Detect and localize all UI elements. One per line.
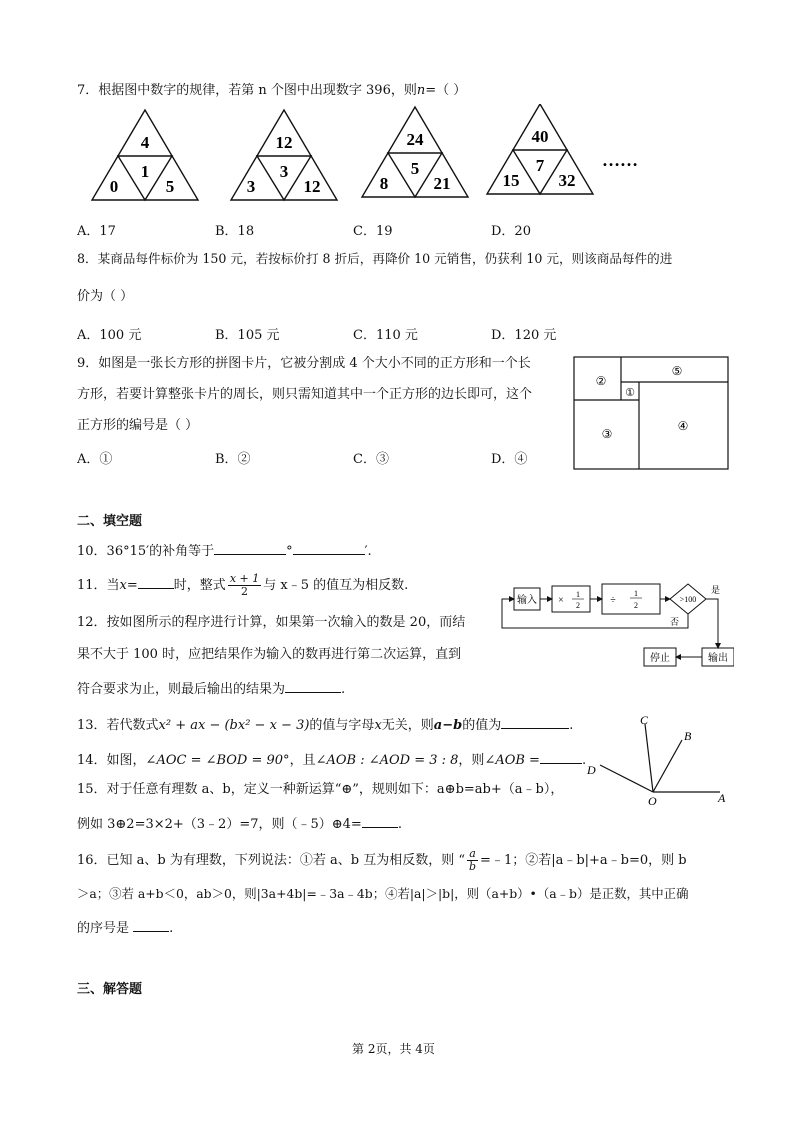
- flow-multiply-den: 2: [576, 601, 580, 610]
- q13-mid2: 无关，则: [381, 718, 434, 733]
- q10-pre: 10．36°15′的补角等于: [77, 544, 215, 559]
- q14-mid: ，且: [289, 753, 316, 768]
- q14-expr3: ∠AOB =: [484, 753, 540, 768]
- section-2-heading: 二、填空题: [77, 514, 143, 529]
- flow-divide-den: 2: [634, 601, 638, 610]
- triangle-2-left: 3: [246, 177, 256, 196]
- q9-line1: 9．如图是一张长方形的拼图卡片，它被分割成 4 个大小不同的正方形和一个长: [77, 356, 531, 371]
- q14-label-o: O: [648, 794, 657, 808]
- q9-line2: 方形，若要计算整张卡片的周长，则只需知道其中一个正方形的边长即可，这个: [77, 387, 533, 402]
- q7-option-a: A．17: [77, 224, 116, 239]
- q14: [77, 749, 586, 770]
- triangle-3-right: 21: [433, 174, 451, 193]
- flow-output-box: 输出: [708, 653, 728, 664]
- flow-multiply-sign: ×: [558, 595, 564, 606]
- triangle-1-left: 0: [109, 177, 119, 196]
- q14-expr1: ∠AOC = ∠BOD = 90°: [145, 753, 290, 768]
- flow-multiply-num: 1: [576, 590, 580, 599]
- q15-line1: 15．对于任意有理数 a、b，定义一种新运算“⊕”，规则如下：a⊕b=ab+（a﹣b），: [77, 782, 564, 797]
- q13-x: x: [374, 718, 382, 733]
- q13-blank[interactable]: [501, 714, 569, 729]
- triangle-1-right: 5: [165, 177, 175, 196]
- q12-line3-end: .: [341, 682, 346, 697]
- flow-stop-box: 停止: [650, 653, 670, 664]
- q12-line3-text: 符合要求为止，则最后输出的结果为: [77, 682, 286, 697]
- q16-line1-b: =﹣1；②若|a﹣b|+a﹣b=0，则 b: [480, 853, 687, 868]
- triangle-4-right: 32: [558, 171, 576, 190]
- q14-label-c: C: [640, 713, 649, 727]
- q9-option-c: C．③: [353, 452, 389, 467]
- q14-label-b: B: [684, 729, 692, 743]
- q11-post: 与 x﹣5 的值互为相反数.: [263, 578, 409, 593]
- q16-line3-text: 的序号是: [77, 921, 130, 936]
- q13-post: 的值为: [462, 718, 502, 733]
- page-footer: 第 2页，共 4页: [352, 1042, 435, 1056]
- q8-line1: 8．某商品每件标价为 150 元，若按标价打 8 折后，再降价 10 元销售，仍获利 10 元，则该商品每件的进: [77, 251, 673, 266]
- q16-line1-a: 16．已知 a、b 为有理数，下列说法：①若 a、b 互为相反数，则 “: [77, 853, 465, 868]
- q14-angle-figure: [580, 710, 730, 810]
- q14-end: .: [581, 753, 587, 768]
- q11-blank[interactable]: [138, 574, 174, 589]
- flow-yes-label: 是: [711, 585, 721, 595]
- q10-blank-1[interactable]: [214, 540, 286, 555]
- q13-mid: 的值与字母: [309, 718, 375, 733]
- triangle-3-mid: 5: [410, 159, 420, 178]
- q10-post: ′.: [364, 544, 372, 559]
- q10-blank-2[interactable]: [293, 540, 365, 555]
- triangle-4-mid: 7: [535, 156, 545, 175]
- section-3-heading: 三、解答题: [77, 982, 143, 997]
- q14-blank[interactable]: [540, 749, 582, 764]
- q9-option-d: D．④: [491, 452, 528, 467]
- triangle-3: [362, 107, 468, 197]
- flow-divide-num: 1: [634, 589, 638, 598]
- q7-option-c: C．19: [353, 224, 393, 239]
- q14-pre: 14．如图，: [77, 753, 146, 768]
- q9-label-1: ①: [625, 387, 635, 399]
- q7-ellipsis: ……: [602, 150, 638, 170]
- triangle-4-left: 15: [502, 171, 520, 190]
- q7-tail: =（ ）: [425, 83, 467, 98]
- q13-a-minus-b: a−b: [433, 718, 463, 733]
- q14-expr2: ∠AOB : ∠AOD = 3 : 8: [315, 753, 459, 768]
- q11-frac-num: x + 1: [229, 572, 260, 585]
- triangle-2-top: 12: [275, 133, 293, 152]
- triangle-3-left: 8: [379, 174, 389, 193]
- q7-var: n: [416, 83, 426, 98]
- q16-frac-den: b: [469, 860, 477, 873]
- flow-divide-sign: ÷: [610, 595, 616, 606]
- triangle-1-mid: 1: [140, 162, 150, 181]
- triangle-2: [231, 110, 337, 200]
- flow-no-label: 否: [670, 617, 680, 627]
- triangle-2-right: 12: [303, 177, 321, 196]
- q12-flowchart: [498, 580, 734, 670]
- q11-eq: =: [126, 578, 138, 593]
- q8-option-d: D．120 元: [491, 328, 557, 343]
- q8-option-b: B．105 元: [215, 328, 280, 343]
- triangle-4: [487, 104, 593, 194]
- q14-label-a: A: [718, 791, 726, 805]
- q8-option-c: C．110 元: [353, 328, 418, 343]
- q12-blank[interactable]: [285, 678, 341, 693]
- q9-option-b: B．②: [215, 452, 251, 467]
- q11-pre: 11．当: [77, 578, 120, 593]
- q16-line3: [77, 917, 173, 938]
- q15-blank[interactable]: [362, 813, 398, 828]
- q11: [77, 573, 408, 598]
- q16-line1: [77, 848, 687, 873]
- q14-label-d: D: [587, 763, 596, 777]
- q16-blank[interactable]: [133, 917, 169, 932]
- q7-triangles-figure: [80, 104, 680, 204]
- q15-end: .: [397, 817, 402, 832]
- q10: [77, 540, 372, 561]
- q9-label-2: ②: [595, 374, 607, 388]
- flow-condition: >100: [679, 595, 697, 604]
- q11-mid: 时，整式: [173, 578, 226, 593]
- triangle-3-top: 24: [406, 130, 424, 149]
- q8-option-a: A．100 元: [77, 328, 142, 343]
- q14-mid2: ，则: [458, 753, 485, 768]
- q16-frac-num: a: [467, 848, 478, 861]
- q11-x: x: [119, 578, 127, 593]
- triangle-2-mid: 3: [279, 162, 289, 181]
- q9-line3: 正方形的编号是（ ）: [77, 418, 199, 433]
- q9-rectangle-figure: [573, 352, 729, 470]
- q13-pre: 13．若代数式: [77, 718, 159, 733]
- triangle-1: [92, 110, 198, 200]
- q7-stem: [77, 82, 466, 100]
- q7-stem-text: 7．根据图中数字的规律，若第 n 个图中出现数字 396，则: [77, 83, 417, 98]
- q9-label-4: ④: [677, 419, 689, 433]
- q8-line2: 价为（ ）: [77, 289, 134, 304]
- q12-line1: 12．按如图所示的程序进行计算，如果第一次输入的数是 20，而结: [77, 615, 466, 630]
- q16-fraction: [467, 848, 478, 873]
- q9-label-3: ③: [601, 427, 613, 441]
- q13-expression: x² + ax − (bx² − x − 3): [158, 718, 310, 733]
- q16-line2: ＞a；③若 a+b＜0，ab＞0，则|3a+4b|=﹣3a﹣4b；④若|a|＞|b|，则（a+b）•（a﹣b）是正数，其中正确: [77, 886, 689, 901]
- q13-end: .: [569, 718, 574, 733]
- q9-label-5: ⑤: [671, 364, 683, 378]
- q15-line2: [77, 813, 402, 834]
- q9-option-a: A．①: [77, 452, 113, 467]
- q7-option-d: D．20: [491, 224, 531, 239]
- q12-line3: [77, 678, 345, 699]
- flow-input-box: 输入: [517, 595, 537, 606]
- q13: [77, 714, 573, 735]
- q12-line2: 果不大于 100 时，应把结果作为输入的数再进行第二次运算，直到: [77, 647, 462, 662]
- q7-option-b: B．18: [215, 224, 255, 239]
- triangle-4-top: 40: [531, 127, 549, 146]
- triangle-1-top: 4: [140, 133, 150, 152]
- q11-frac-den: 2: [241, 585, 249, 598]
- q15-line2-text: 例如 3⊕2=3×2+（3﹣2）=7，则（﹣5）⊕4=: [77, 817, 362, 832]
- q10-mid: °: [286, 544, 293, 559]
- q16-end: .: [169, 921, 174, 936]
- q11-fraction: [228, 573, 261, 598]
